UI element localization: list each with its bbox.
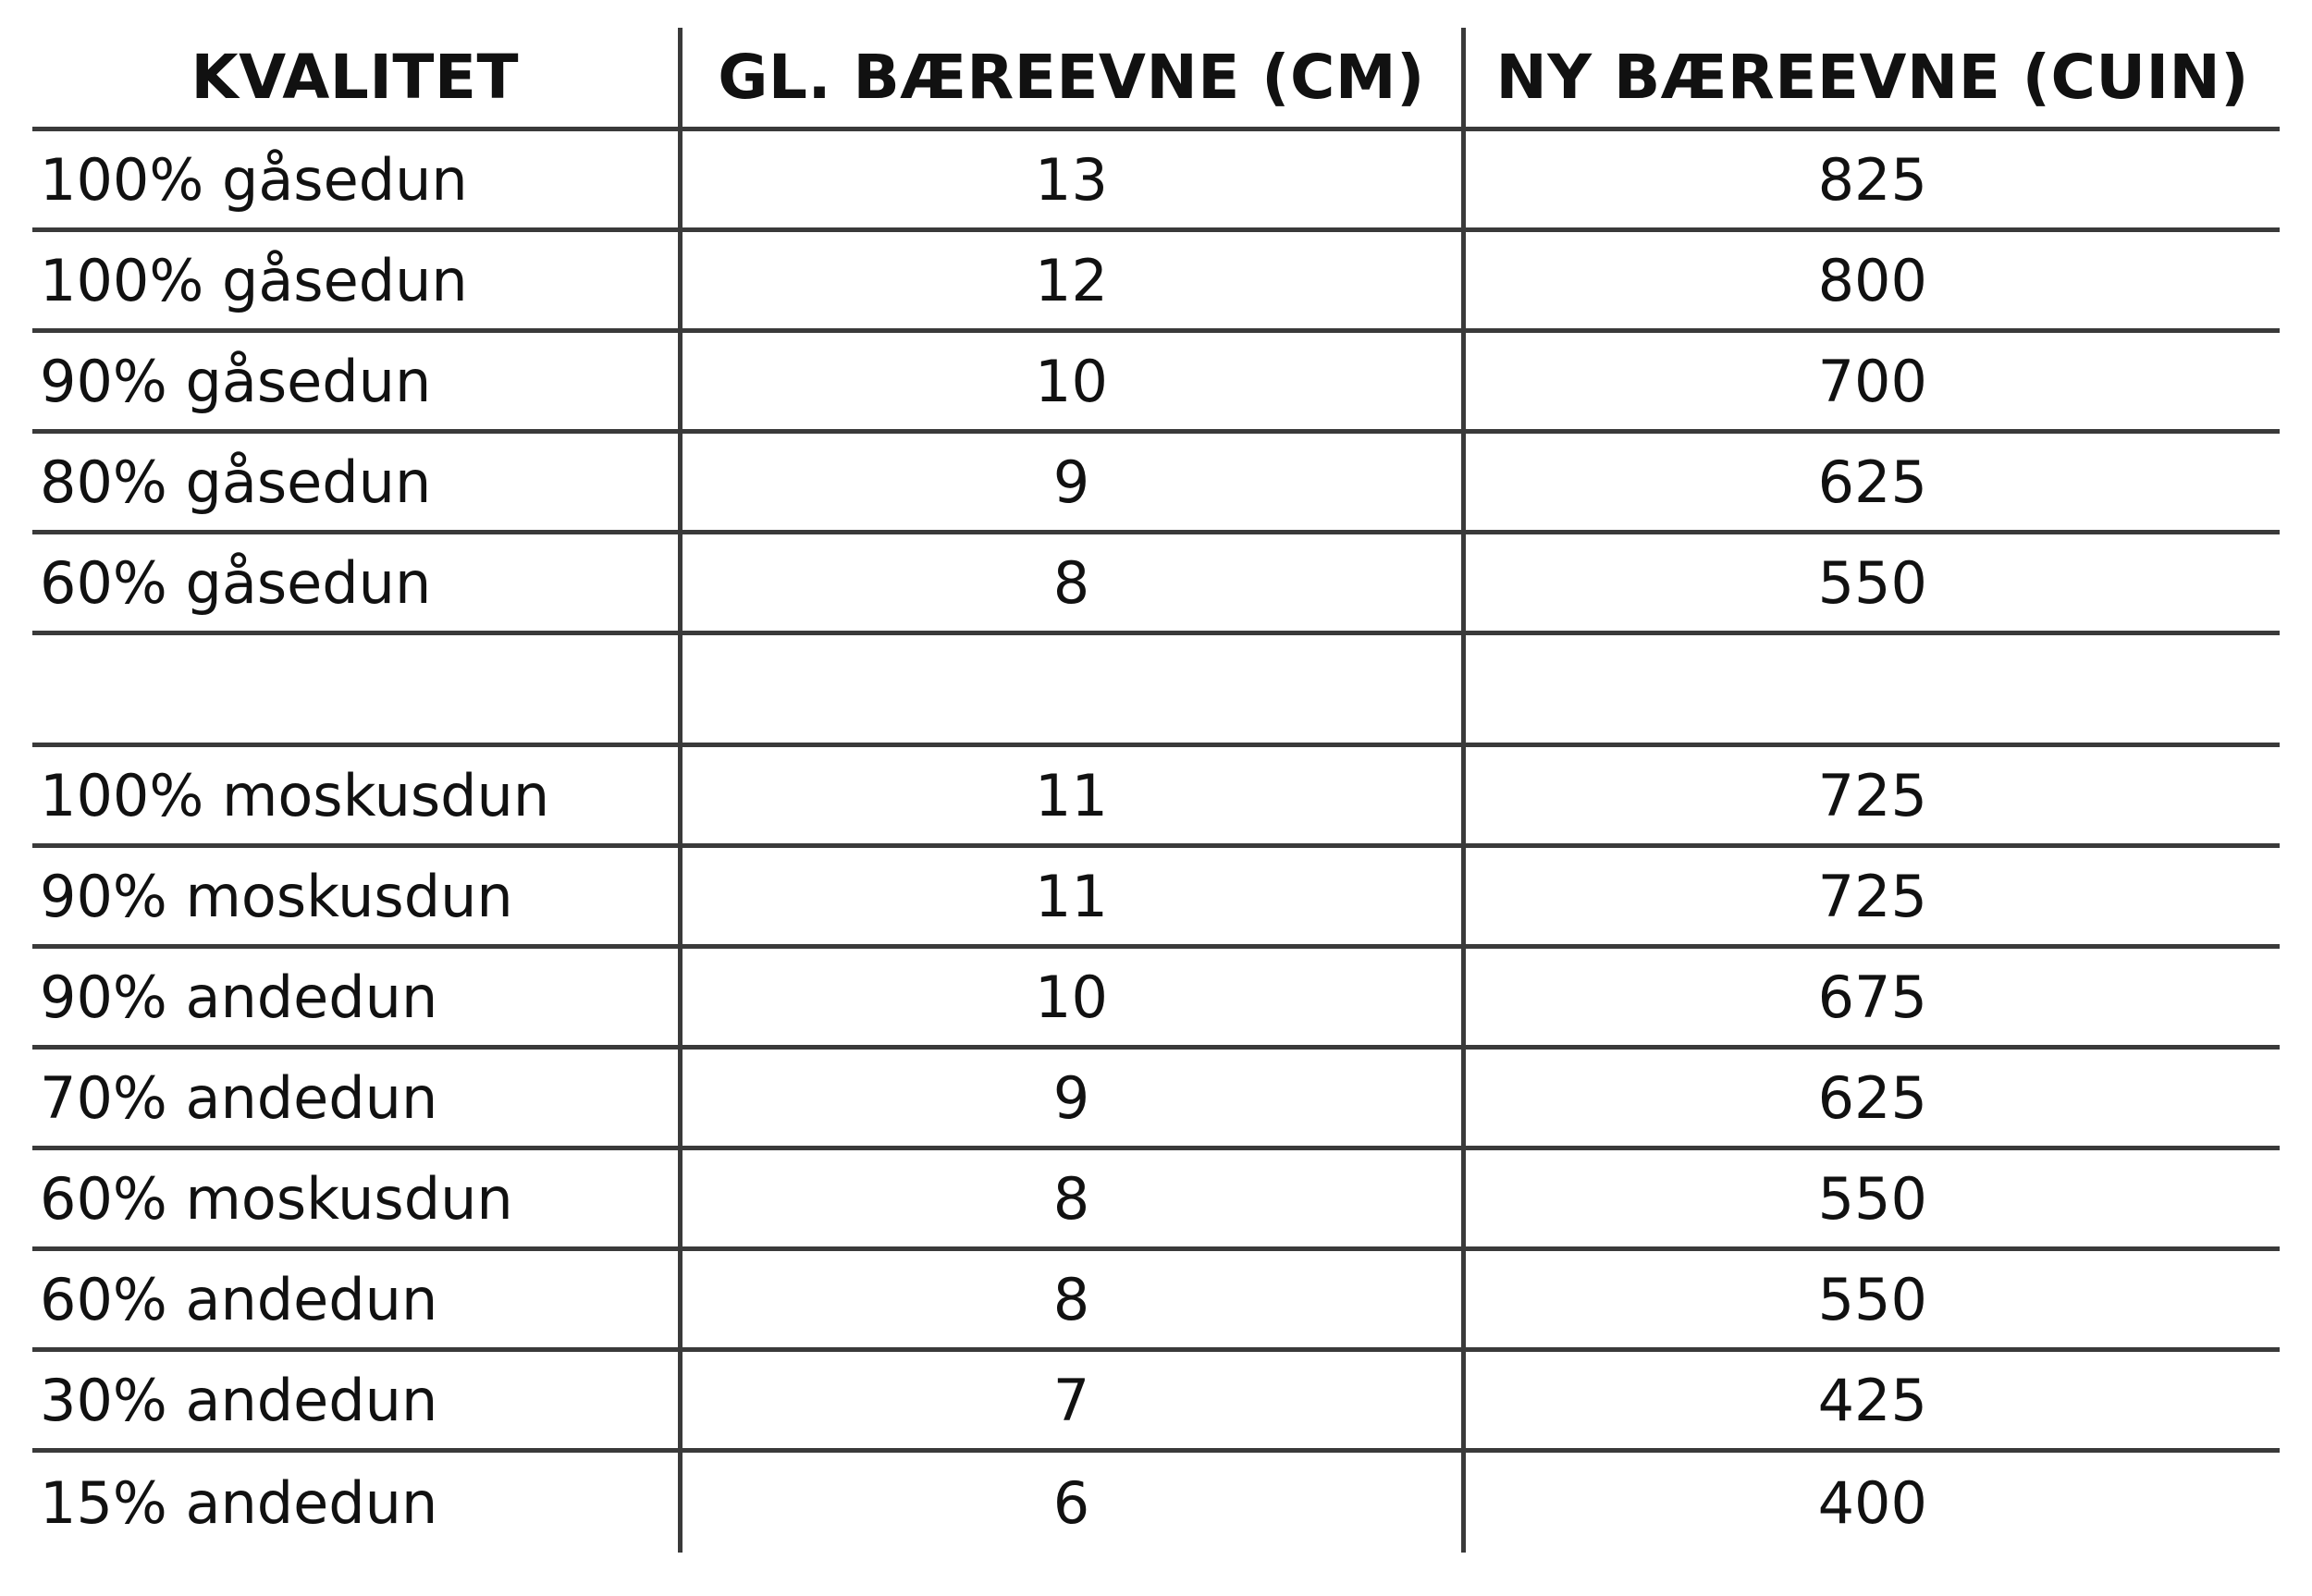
table-row xyxy=(32,533,2280,633)
new-fill-power-cell: 825 xyxy=(1463,129,2280,230)
empty-spacer-row xyxy=(32,633,2280,745)
quality-cell: 80% gåsedun xyxy=(32,432,680,533)
old-fill-power-cell: 7 xyxy=(680,1350,1463,1451)
quality-cell xyxy=(32,633,680,745)
quality-cell: 100% gåsedun xyxy=(32,129,680,230)
table-row xyxy=(32,1451,2280,1553)
quality-cell: 100% moskusdun xyxy=(32,745,680,846)
table-row xyxy=(32,1249,2280,1350)
quality-cell: 90% gåsedun xyxy=(32,331,680,432)
table-row xyxy=(32,1148,2280,1249)
old-fill-power-cell: 11 xyxy=(680,846,1463,947)
header-quality: KVALITET xyxy=(32,28,680,129)
header-row xyxy=(32,28,2280,129)
table-row xyxy=(32,745,2280,846)
table-row xyxy=(32,331,2280,432)
new-fill-power-cell: 425 xyxy=(1463,1350,2280,1451)
quality-cell: 70% andedun xyxy=(32,1048,680,1148)
old-fill-power-cell xyxy=(680,633,1463,745)
old-fill-power-cell: 12 xyxy=(680,230,1463,331)
old-fill-power-cell: 9 xyxy=(680,432,1463,533)
table-row xyxy=(32,846,2280,947)
new-fill-power-cell: 800 xyxy=(1463,230,2280,331)
old-fill-power-cell: 10 xyxy=(680,331,1463,432)
table-row xyxy=(32,947,2280,1048)
header-old-fill-power: GL. BÆREEVNE (CM) xyxy=(680,28,1463,129)
old-fill-power-cell: 9 xyxy=(680,1048,1463,1148)
old-fill-power-cell: 8 xyxy=(680,1249,1463,1350)
new-fill-power-cell: 400 xyxy=(1463,1451,2280,1553)
quality-cell: 30% andedun xyxy=(32,1350,680,1451)
quality-cell: 90% moskusdun xyxy=(32,846,680,947)
quality-cell: 60% gåsedun xyxy=(32,533,680,633)
table-row xyxy=(32,1350,2280,1451)
old-fill-power-cell: 11 xyxy=(680,745,1463,846)
quality-cell: 100% gåsedun xyxy=(32,230,680,331)
new-fill-power-cell: 675 xyxy=(1463,947,2280,1048)
table-row xyxy=(32,129,2280,230)
quality-cell: 60% moskusdun xyxy=(32,1148,680,1249)
old-fill-power-cell: 8 xyxy=(680,533,1463,633)
new-fill-power-cell: 550 xyxy=(1463,533,2280,633)
table-row xyxy=(32,230,2280,331)
new-fill-power-cell: 550 xyxy=(1463,1249,2280,1350)
quality-cell: 90% andedun xyxy=(32,947,680,1048)
old-fill-power-cell: 13 xyxy=(680,129,1463,230)
quality-cell: 15% andedun xyxy=(40,1468,438,1537)
down-quality-table xyxy=(32,28,2280,1553)
new-fill-power-cell: 550 xyxy=(1463,1148,2280,1249)
table-row xyxy=(32,432,2280,533)
new-fill-power-cell xyxy=(1463,633,2280,745)
new-fill-power-cell: 700 xyxy=(1463,331,2280,432)
new-fill-power-cell: 625 xyxy=(1463,1048,2280,1148)
new-fill-power-cell: 725 xyxy=(1463,846,2280,947)
new-fill-power-cell: 725 xyxy=(1463,745,2280,846)
header-new-fill-power: NY BÆREEVNE (CUIN) xyxy=(1463,28,2280,129)
old-fill-power-cell: 6 xyxy=(680,1451,1463,1553)
old-fill-power-cell: 8 xyxy=(680,1148,1463,1249)
table-row xyxy=(32,1048,2280,1148)
old-fill-power-cell: 10 xyxy=(680,947,1463,1048)
new-fill-power-cell: 625 xyxy=(1463,432,2280,533)
quality-cell: 60% andedun xyxy=(32,1249,680,1350)
